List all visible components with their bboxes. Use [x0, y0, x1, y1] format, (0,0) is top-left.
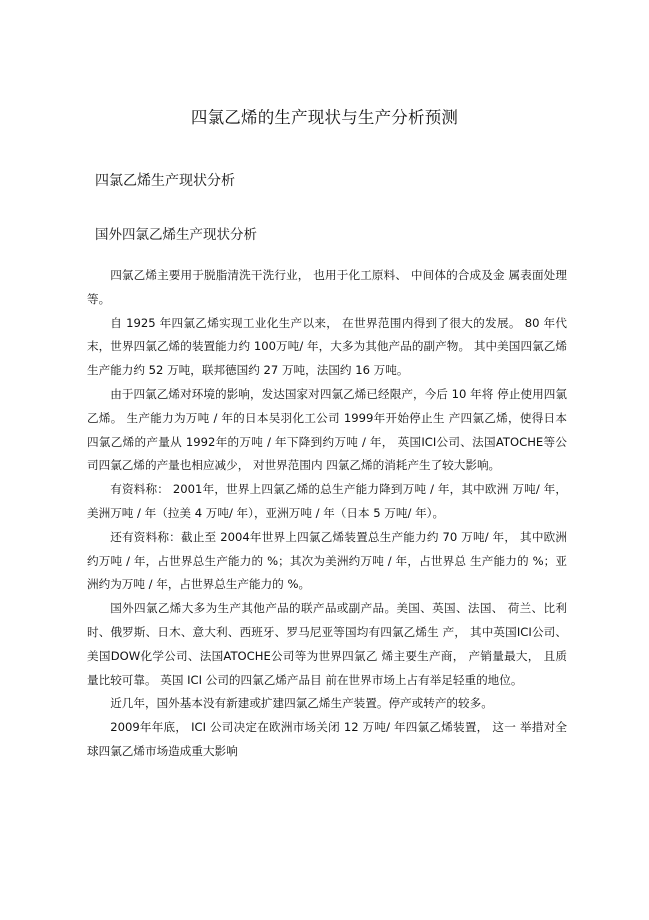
section-heading: 四氯乙烯生产现状分析: [95, 173, 235, 189]
paragraph-6: 国外四氯乙烯大多为生产其他产品的联产品或副产品。美国、英国、法国、 荷兰、比利时、俄罗斯、日木、意大利、西班牙、罗马尼亚等国均有四氯乙烯生 产， 其中英国ICI公司、美国DOW化学公司、法国ATOCHE公司等为世界四氯乙 烯主要生产商， 产销量最大， 且质量比较可靠。 英国 ICI 公司的四氯乙烯产品目 前在世界市场上占有举足轻重的地位。: [87, 601, 567, 687]
subsection-heading: 国外四氯乙烯生产现状分析: [95, 227, 257, 243]
paragraph-8: 2009年年底， ICI 公司决定在欧洲市场关闭 12 万吨/ 年四氯乙烯装置， 这一 举措对全球四氯乙烯市场造成重大影响: [87, 720, 567, 758]
paragraph-7: 近几年，国外基本没有新建或扩建四氯乙烯生产装置。停产或转产的较多。: [110, 696, 493, 711]
paragraph-5: 还有资料称：截止至 2004年世界上四氯乙烯装置总生产能力约 70 万吨/ 年， 其中欧洲约万吨 / 年，占世界总生产能力的 %；其次为美洲约万吨 / 年，占世界总 生产能力的 %；亚洲约为万吨 / 年，占世界总生产能力的 %。: [87, 529, 567, 592]
paragraph-3: 由于四氯乙烯对环境的影响，发达国家对四氯乙烯已经限产，今后 10 年将 停止使用四氯乙烯。 生产能力为万吨 / 年的日本吴羽化工公司 1999年开始停止生 产四氯乙烯，使得日本四氯乙烯的产量从 1992年的万吨 / 年下降到约万吨 / 年， 英国ICI公司、法国ATOCHE等公司四氯乙烯的产量也相应减少， 对世界范围内 四氯乙烯的消耗产生了较大影响。: [87, 386, 567, 473]
body-text: [87, 264, 567, 764]
paragraph-1: 四氯乙烯主要用于脱脂清洗干洗行业， 也用于化工原料、 中间体的合成及金 属表面处理等。: [87, 268, 567, 306]
paragraph-2: 自 1925 年四氯乙烯实现工业化生产以来， 在世界范围内得到了很大的发展。 80 年代末，世界四氯乙烯的装置能力约 100万吨/ 年，大多为其他产品的副产物。 其中美国四氯乙烯生产能力约 52 万吨，联邦德国约 27 万吨，法国约 16 万吨。: [87, 315, 567, 378]
paragraph-4: 有资料称： 2001年，世界上四氯乙烯的总生产能力降到万吨 / 年，其中欧洲 万吨/ 年，美洲万吨 / 年（拉美 4 万吨/ 年），亚洲万吨 / 年（日本 5 万吨/ 年）。: [87, 482, 567, 520]
document-title: 四氯乙烯的生产现状与生产分析预测: [190, 108, 459, 127]
